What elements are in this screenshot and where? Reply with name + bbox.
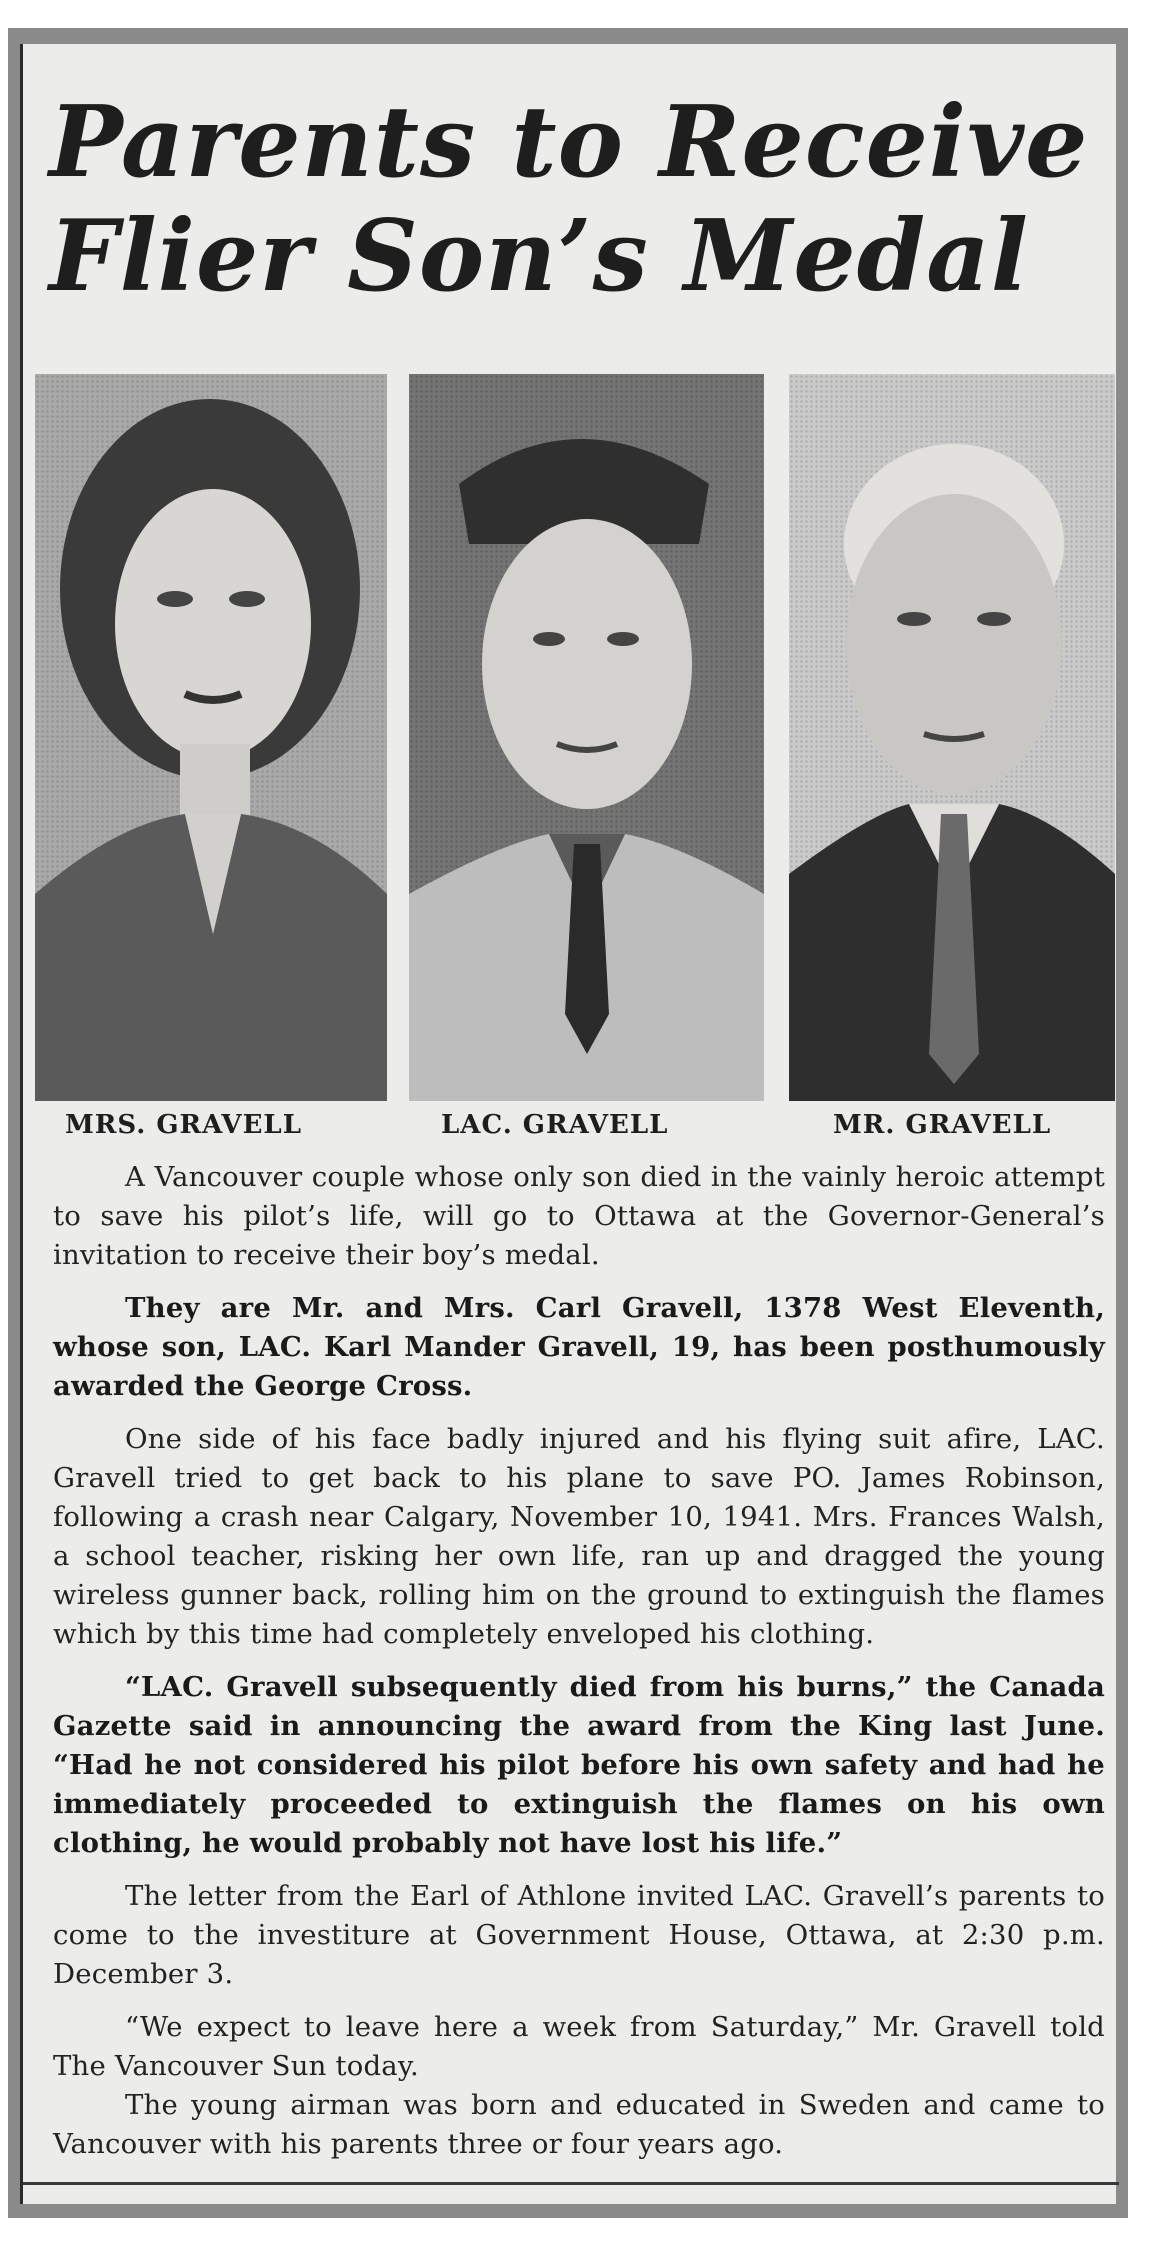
caption-lac-gravell: LAC. GRAVELL: [441, 1110, 669, 1140]
headline-line-1: Parents to Receive: [49, 85, 1089, 200]
portrait-woman-illustration: [35, 374, 387, 1101]
newspaper-clipping: [20, 44, 1116, 2204]
paragraph-intro: A Vancouver couple whose only son died in the vainly heroic attempt to save his pilot’s life, will go to Ottawa at the Governor-General’s invitation to receive their boy’s medal.: [53, 1161, 1105, 1271]
paragraph-gazette-quote: “LAC. Gravell subsequently died from his burns,” the Canada Gazette said in announcing the award from the King last June. “Had he not considered his pilot before his own safety and had he immediately proceeded to extinguish the flames on his own clothing, he would probably not have lost his life.”: [53, 1671, 1105, 1859]
article-body: [53, 1158, 1105, 2178]
portrait-lac-gravell: [409, 374, 764, 1101]
portrait-mrs-gravell: [35, 374, 387, 1101]
headline: [49, 86, 1099, 314]
caption-mr-gravell: MR. GRAVELL: [833, 1110, 1052, 1140]
portrait-man-illustration: [789, 374, 1115, 1101]
headline-line-2: Flier Son’s Medal: [49, 199, 1030, 314]
portrait-mr-gravell: [789, 374, 1115, 1101]
caption-mrs-gravell: MRS. GRAVELL: [65, 1110, 302, 1140]
paragraph-departure: “We expect to leave here a week from Saturday,” Mr. Gravell told The Vancouver Sun today.: [53, 2011, 1105, 2082]
paragraph-crash: One side of his face badly injured and his flying suit afire, LAC. Gravell tried to get back to his plane to save PO. James Robinson, following a crash near Calgary, November 10, 1941. Mrs. Frances Walsh, a school teacher, risking her own life, ran up and dragged the young wireless gunner back, rolling him on the ground to extinguish the flames which by this time had completely enveloped his clothing.: [53, 1423, 1105, 1650]
paragraph-letter: The letter from the Earl of Athlone invited LAC. Gravell’s parents to come to the investiture at Government House, Ottawa, at 2:30 p.m. December 3.: [53, 1880, 1105, 1990]
bottom-rule: [23, 2182, 1119, 2185]
portrait-airman-illustration: [409, 374, 764, 1101]
paragraph-biography: The young airman was born and educated in Sweden and came to Vancouver with his parents three or four years ago.: [53, 2089, 1105, 2160]
paragraph-parents: They are Mr. and Mrs. Carl Gravell, 1378 West Eleventh, whose son, LAC. Karl Mander Gravell, 19, has been posthumously awarded the George Cross.: [53, 1292, 1105, 1402]
